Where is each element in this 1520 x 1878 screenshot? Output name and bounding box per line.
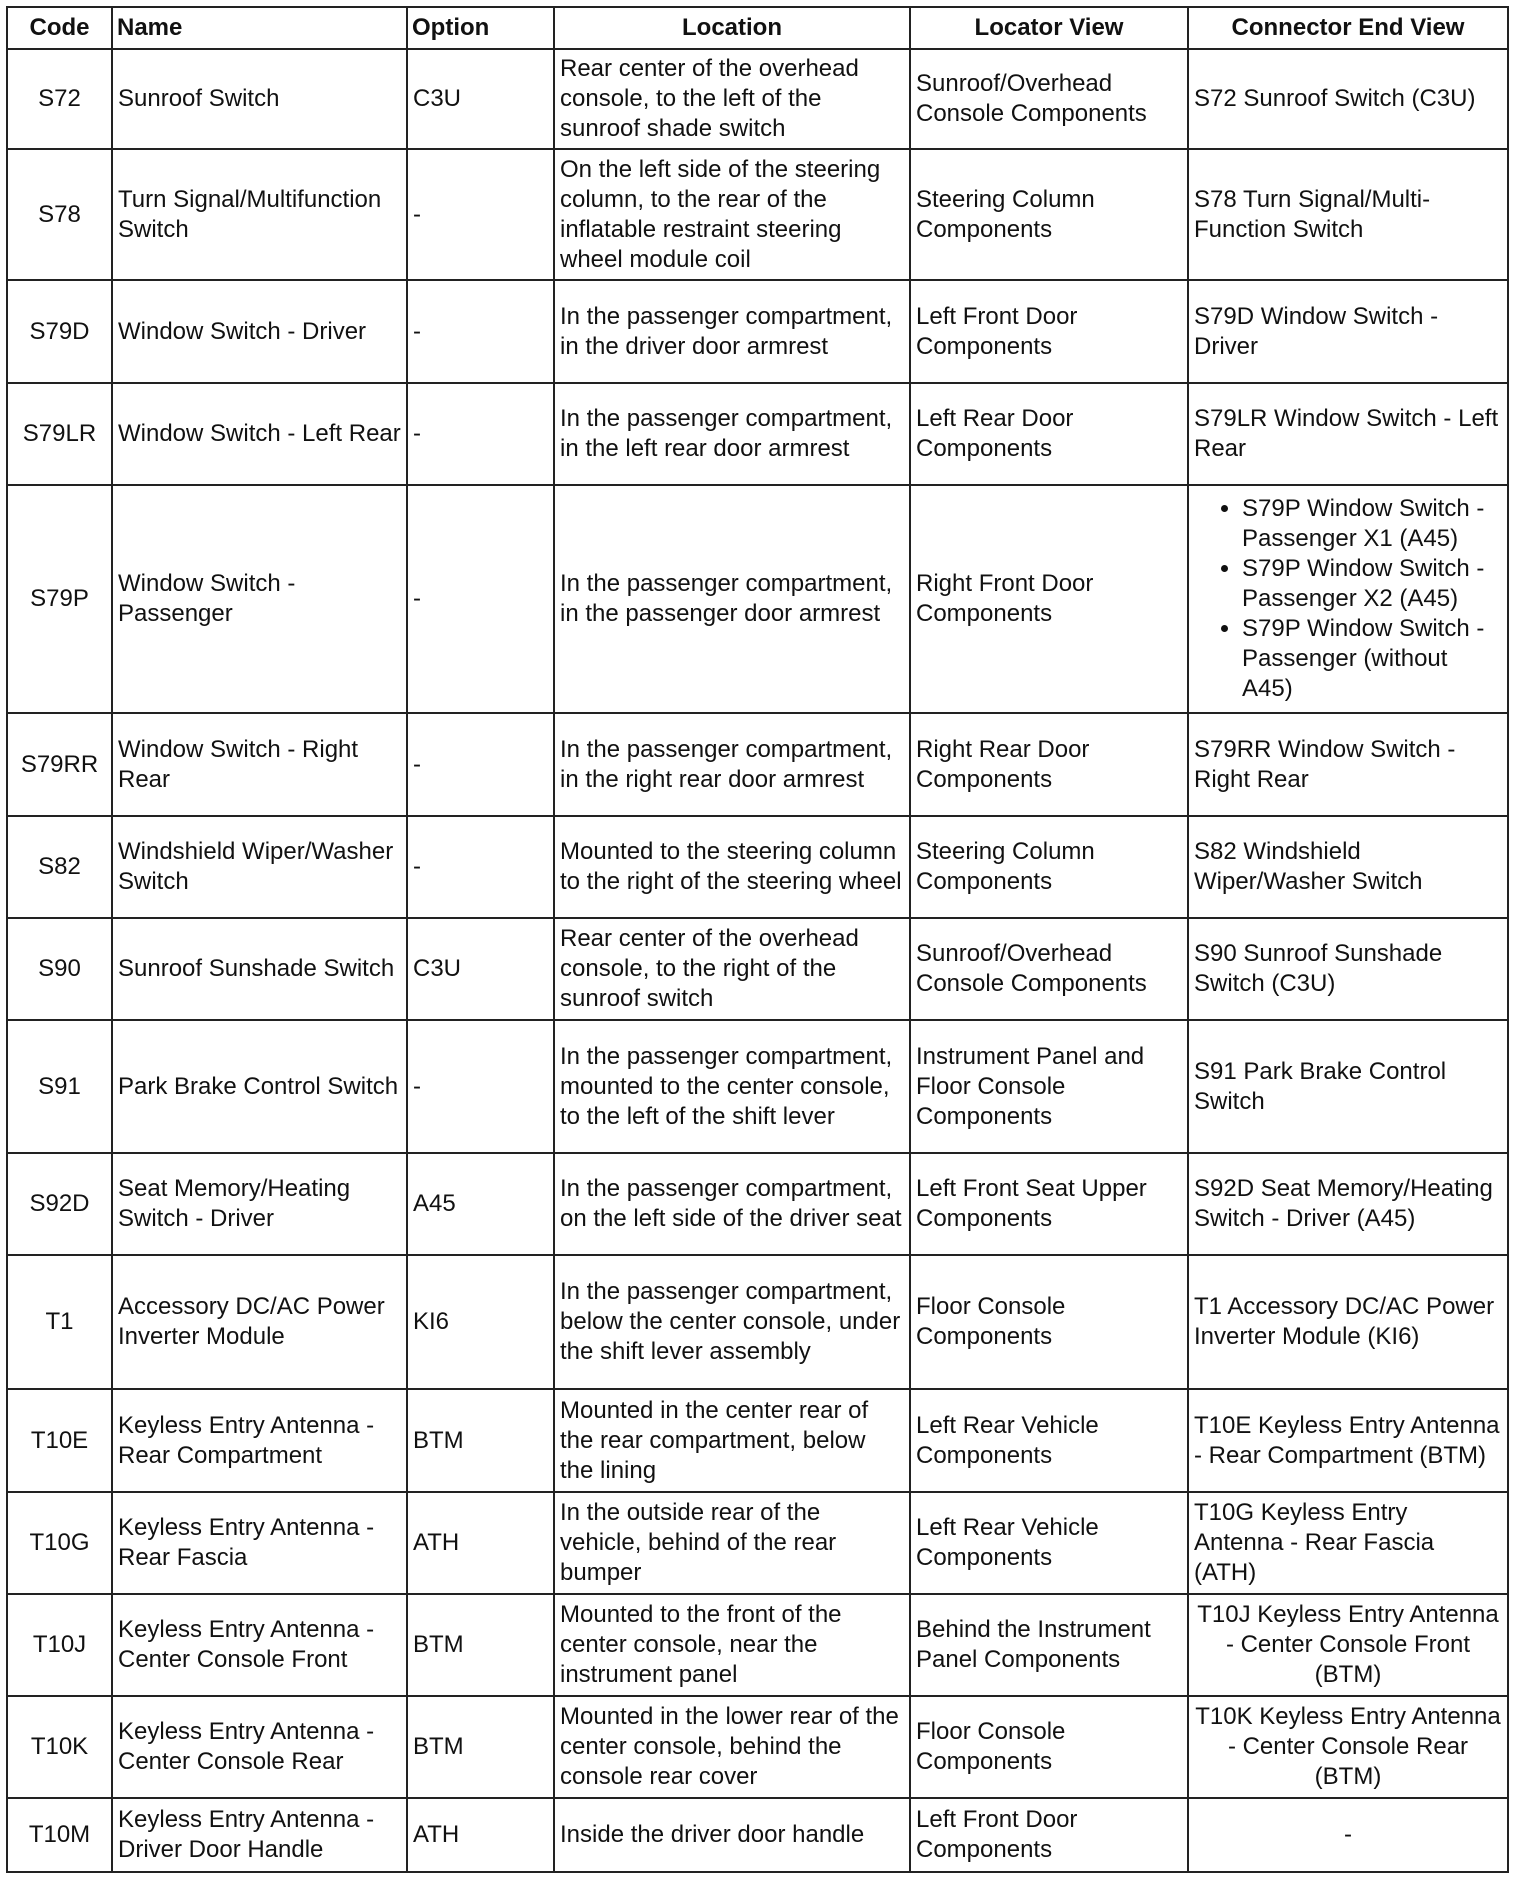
option-cell: - [407, 816, 554, 918]
location-cell: On the left side of the steering column, to the rear of the inflatable restraint steering wheel module coil [554, 149, 910, 280]
location-cell: Rear center of the overhead console, to the left of the sunroof shade switch [554, 49, 910, 149]
code-cell: S78 [7, 149, 112, 280]
connector-cell: T10K Keyless Entry Antenna - Center Console Rear (BTM) [1188, 1696, 1508, 1798]
table-row [7, 149, 1508, 280]
connector-cell: T10G Keyless Entry Antenna - Rear Fascia (ATH) [1188, 1492, 1508, 1594]
component-locator-table [6, 6, 1509, 1873]
connector-cell: S92D Seat Memory/Heating Switch - Driver (A45) [1188, 1153, 1508, 1255]
code-cell: S90 [7, 918, 112, 1020]
name-cell: Sunroof Switch [112, 49, 407, 149]
connector-cell: T10J Keyless Entry Antenna - Center Console Front (BTM) [1188, 1594, 1508, 1696]
header-location: Location [554, 7, 910, 49]
option-cell: A45 [407, 1153, 554, 1255]
location-cell: Mounted in the center rear of the rear compartment, below the lining [554, 1389, 910, 1492]
connector-cell: T10E Keyless Entry Antenna - Rear Compartment (BTM) [1188, 1389, 1508, 1492]
name-cell: Sunroof Sunshade Switch [112, 918, 407, 1020]
locator-view-cell: Left Front Door Components [910, 1798, 1188, 1872]
option-cell: C3U [407, 49, 554, 149]
connector-list-item: • S79P Window Switch - Passenger X2 (A45) [1242, 554, 1502, 614]
code-cell: T10K [7, 1696, 112, 1798]
option-cell: - [407, 280, 554, 383]
locator-view-cell: Steering Column Components [910, 149, 1188, 280]
table-row [7, 1020, 1508, 1153]
table-row [7, 1798, 1508, 1872]
code-cell: T10M [7, 1798, 112, 1872]
name-cell: Window Switch - Driver [112, 280, 407, 383]
option-cell: BTM [407, 1389, 554, 1492]
connector-cell: S79LR Window Switch - Left Rear [1188, 383, 1508, 485]
header-locator-view: Locator View [910, 7, 1188, 49]
code-cell: S79P [7, 485, 112, 713]
locator-view-cell: Steering Column Components [910, 816, 1188, 918]
code-cell: S92D [7, 1153, 112, 1255]
option-cell: KI6 [407, 1255, 554, 1389]
table-row [7, 280, 1508, 383]
name-cell: Turn Signal/Multifunction Switch [112, 149, 407, 280]
option-cell: - [407, 713, 554, 816]
table-row [7, 49, 1508, 149]
code-cell: S79LR [7, 383, 112, 485]
locator-view-cell: Instrument Panel and Floor Console Components [910, 1020, 1188, 1153]
locator-view-cell: Right Front Door Components [910, 485, 1188, 713]
connector-cell: S79RR Window Switch - Right Rear [1188, 713, 1508, 816]
header-connector-end-view: Connector End View [1188, 7, 1508, 49]
locator-view-cell: Right Rear Door Components [910, 713, 1188, 816]
option-cell: ATH [407, 1492, 554, 1594]
name-cell: Keyless Entry Antenna - Driver Door Handle [112, 1798, 407, 1872]
table-row [7, 816, 1508, 918]
locator-view-cell: Sunroof/Overhead Console Components [910, 49, 1188, 149]
location-cell: In the passenger compartment, in the right rear door armrest [554, 713, 910, 816]
location-cell: In the outside rear of the vehicle, behind of the rear bumper [554, 1492, 910, 1594]
locator-view-cell: Left Rear Vehicle Components [910, 1492, 1188, 1594]
location-cell: Inside the driver door handle [554, 1798, 910, 1872]
header-row [7, 7, 1508, 49]
table-row [7, 1255, 1508, 1389]
table-row [7, 1389, 1508, 1492]
table-row [7, 1492, 1508, 1594]
name-cell: Keyless Entry Antenna - Rear Fascia [112, 1492, 407, 1594]
locator-view-cell: Left Front Door Components [910, 280, 1188, 383]
name-cell: Window Switch - Passenger [112, 485, 407, 713]
connector-cell: - [1188, 1798, 1508, 1872]
connector-list-item: • S79P Window Switch - Passenger X1 (A45) [1242, 494, 1502, 554]
location-cell: Mounted to the steering column to the right of the steering wheel [554, 816, 910, 918]
option-cell: - [407, 485, 554, 713]
code-cell: T10G [7, 1492, 112, 1594]
name-cell: Accessory DC/AC Power Inverter Module [112, 1255, 407, 1389]
location-cell: Rear center of the overhead console, to the right of the sunroof switch [554, 918, 910, 1020]
header-option: Option [407, 7, 554, 49]
name-cell: Keyless Entry Antenna - Center Console Front [112, 1594, 407, 1696]
option-cell: BTM [407, 1696, 554, 1798]
code-cell: T10J [7, 1594, 112, 1696]
name-cell: Seat Memory/Heating Switch - Driver [112, 1153, 407, 1255]
code-cell: S91 [7, 1020, 112, 1153]
code-cell: T1 [7, 1255, 112, 1389]
code-cell: S79RR [7, 713, 112, 816]
code-cell: T10E [7, 1389, 112, 1492]
table-row [7, 1696, 1508, 1798]
name-cell: Window Switch - Right Rear [112, 713, 407, 816]
code-cell: S82 [7, 816, 112, 918]
location-cell: In the passenger compartment, in the driver door armrest [554, 280, 910, 383]
name-cell: Windshield Wiper/Washer Switch [112, 816, 407, 918]
header-code: Code [7, 7, 112, 49]
option-cell: - [407, 1020, 554, 1153]
locator-view-cell: Left Rear Door Components [910, 383, 1188, 485]
name-cell: Keyless Entry Antenna - Rear Compartment [112, 1389, 407, 1492]
connector-list-item: • S79P Window Switch - Passenger (without A45) [1242, 614, 1502, 704]
connector-cell: S79D Window Switch - Driver [1188, 280, 1508, 383]
connector-cell: S90 Sunroof Sunshade Switch (C3U) [1188, 918, 1508, 1020]
connector-cell: S72 Sunroof Switch (C3U) [1188, 49, 1508, 149]
option-cell: C3U [407, 918, 554, 1020]
connector-cell: T1 Accessory DC/AC Power Inverter Module (KI6) [1188, 1255, 1508, 1389]
connector-list [1194, 494, 1502, 704]
option-cell: - [407, 149, 554, 280]
locator-view-cell: Sunroof/Overhead Console Components [910, 918, 1188, 1020]
connector-cell [1188, 485, 1508, 713]
location-cell: In the passenger compartment, in the left rear door armrest [554, 383, 910, 485]
option-cell: BTM [407, 1594, 554, 1696]
locator-view-cell: Floor Console Components [910, 1255, 1188, 1389]
connector-cell: S78 Turn Signal/Multi-Function Switch [1188, 149, 1508, 280]
locator-view-cell: Floor Console Components [910, 1696, 1188, 1798]
locator-view-cell: Left Rear Vehicle Components [910, 1389, 1188, 1492]
location-cell: Mounted in the lower rear of the center console, behind the console rear cover [554, 1696, 910, 1798]
code-cell: S72 [7, 49, 112, 149]
locator-view-cell: Behind the Instrument Panel Components [910, 1594, 1188, 1696]
connector-cell: S91 Park Brake Control Switch [1188, 1020, 1508, 1153]
locator-view-cell: Left Front Seat Upper Components [910, 1153, 1188, 1255]
header-name: Name [112, 7, 407, 49]
location-cell: In the passenger compartment, on the left side of the driver seat [554, 1153, 910, 1255]
location-cell: In the passenger compartment, below the center console, under the shift lever assembly [554, 1255, 910, 1389]
name-cell: Park Brake Control Switch [112, 1020, 407, 1153]
table-row [7, 713, 1508, 816]
option-cell: - [407, 383, 554, 485]
table-row [7, 383, 1508, 485]
location-cell: Mounted to the front of the center console, near the instrument panel [554, 1594, 910, 1696]
option-cell: ATH [407, 1798, 554, 1872]
table-row [7, 1153, 1508, 1255]
location-cell: In the passenger compartment, mounted to the center console, to the left of the shift lever [554, 1020, 910, 1153]
table-row [7, 918, 1508, 1020]
name-cell: Window Switch - Left Rear [112, 383, 407, 485]
code-cell: S79D [7, 280, 112, 383]
connector-cell: S82 Windshield Wiper/Washer Switch [1188, 816, 1508, 918]
location-cell: In the passenger compartment, in the passenger door armrest [554, 485, 910, 713]
table-row [7, 485, 1508, 713]
table-row [7, 1594, 1508, 1696]
name-cell: Keyless Entry Antenna - Center Console Rear [112, 1696, 407, 1798]
